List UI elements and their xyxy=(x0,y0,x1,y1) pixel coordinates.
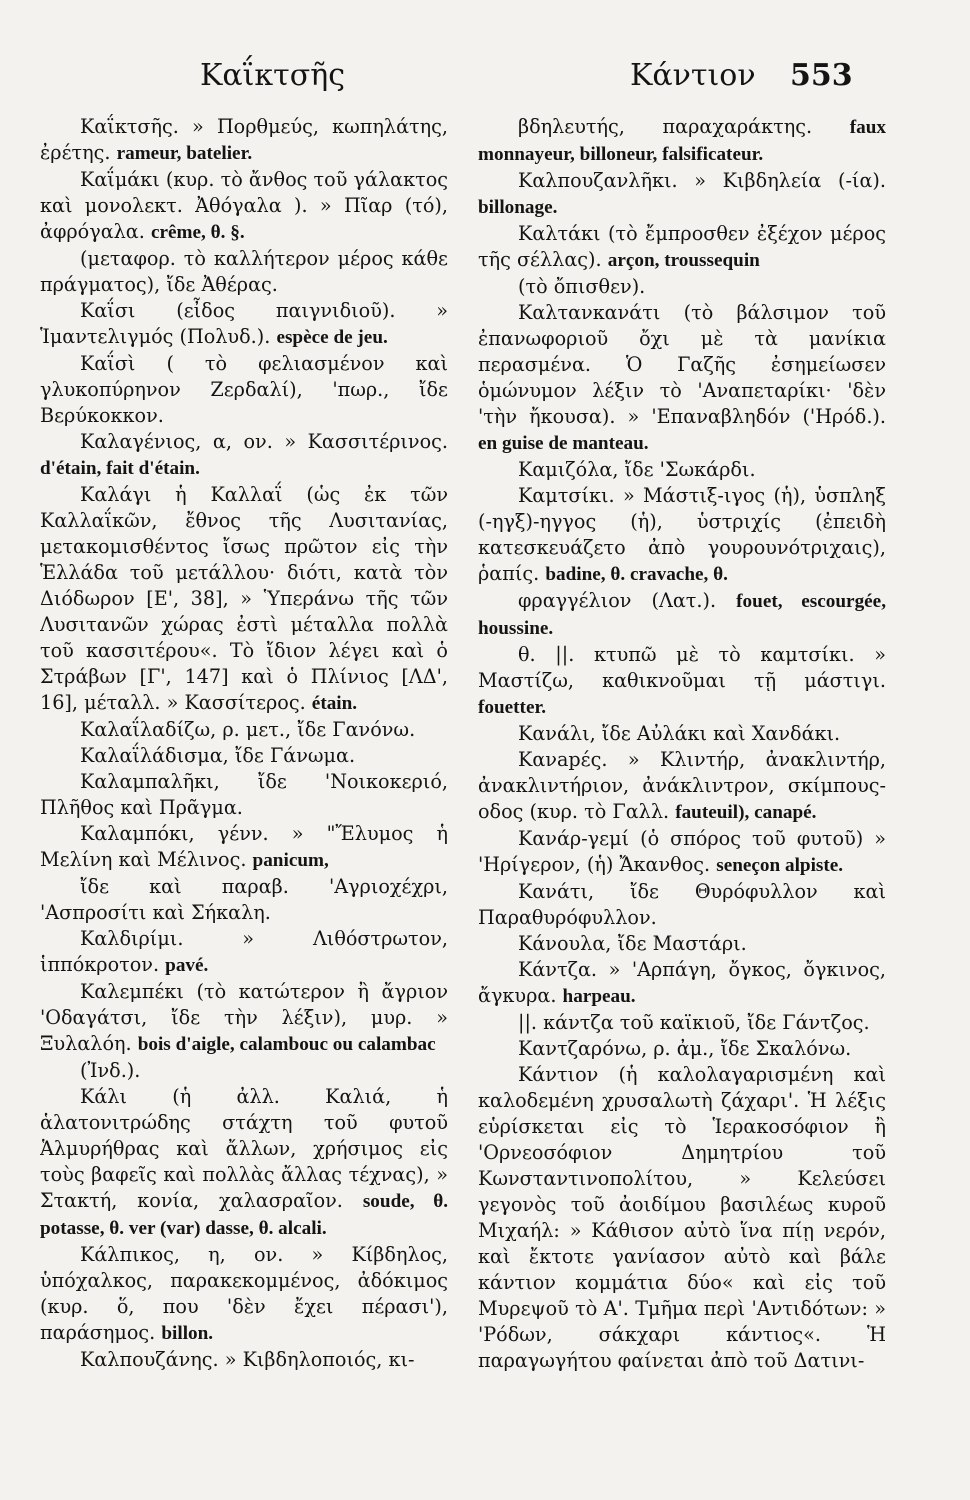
entry-greek-text: Κανάρ-γεμί (ὁ σπόρος τοῦ φυτοῦ) » 'Ηρίγερον, (ἡ) Ἄκανθος. xyxy=(478,827,886,876)
entry-greek-text: Καλδιρίμι. » Λιθόστρωτον, ἱππόκροτον. xyxy=(40,927,448,976)
entry-french-translation: soude, θ. potasse, θ. ver (var) dasse, θ. alcali. xyxy=(40,1191,448,1239)
right-column xyxy=(478,114,886,1414)
dictionary-entry xyxy=(478,1062,886,1374)
entry-greek-text: (Ἰνδ.). xyxy=(80,1059,141,1082)
dictionary-entry xyxy=(40,114,448,167)
dictionary-entry xyxy=(478,931,886,957)
dictionary-entry xyxy=(478,1036,886,1062)
entry-french-translation: crême, θ. §. xyxy=(150,222,245,243)
entry-greek-text: Καΐμάκι (κυρ. τὸ ἄνθος τοῦ γάλακτος καὶ μονολεκτ. Ἀθόγαλα ). » Πῖαρ (τό), ἀφρόγαλα. xyxy=(40,168,448,243)
dictionary-entry xyxy=(40,167,448,246)
page-header xyxy=(0,58,970,102)
entry-french-translation: d'étain, fait d'étain. xyxy=(40,458,200,479)
dictionary-entry xyxy=(40,821,448,874)
entry-greek-text: Καλεμπέκι (τὸ κατώτερον ἢ ἄγριον 'Οδαγάτσι, ἴδε τὴν λέξιν), μυρ. » Ξυλαλόη. xyxy=(40,980,448,1055)
entry-greek-text: Κάντζα. » 'Αρπάγη, ὄγκος, ὄγκινος, ἄγκυρα. xyxy=(478,958,886,1007)
entry-french-translation: billonage. xyxy=(478,197,558,218)
left-column xyxy=(40,114,448,1414)
dictionary-entry xyxy=(478,588,886,642)
dictionary-entry xyxy=(40,246,448,298)
dictionary-entry xyxy=(40,1058,448,1084)
dictionary-entry xyxy=(40,769,448,821)
entry-french-translation: badine, θ. cravache, θ. xyxy=(545,564,728,585)
entry-greek-text: Καλαΐλάδισμα, ἴδε Γάνωμα. xyxy=(80,744,356,767)
dictionary-entry xyxy=(478,274,886,300)
dictionary-entry xyxy=(40,298,448,351)
entry-greek-text: (μεταφορ. τὸ καλλήτερον μέρος κάθε πράγματος), ἴδε Ἀθέρας. xyxy=(40,247,448,296)
entry-greek-text: ||. κάντζα τοῦ καϊκιοῦ, ἴδε Γάντζος. xyxy=(518,1011,870,1034)
dictionary-entry xyxy=(478,168,886,221)
entry-french-translation: fouet, escourgée, houssine. xyxy=(478,591,886,639)
entry-greek-text: Καΐκτσῆς. » Πορθμεύς, κωπηλάτης, ἐρέτης. xyxy=(40,115,448,164)
entry-french-translation: étain. xyxy=(311,693,358,714)
entry-greek-text: Καλαμπόκι, γένν. » "Ἔλυμος ἡ Μελίνη καὶ Μέλινος. xyxy=(40,822,448,871)
entry-french-translation: bois d'aigle, calambouc ou calambac xyxy=(137,1034,436,1055)
entry-greek-text: Καλπουζάνης. » Κιβδηλοποιός, κι- xyxy=(80,1348,415,1371)
entry-greek-text: Καΐσι (εἶδος παιγνιδιοῦ). » Ἱμαντελιγμός (Πολυδ.). xyxy=(40,299,448,348)
dictionary-entry xyxy=(40,1347,448,1373)
entry-greek-text: Κάλι (ἡ ἀλλ. Καλιά, ἡ ἁλατονιτρώδης στάχτη τοῦ φυτοῦ Ἁλμυρήθρας καὶ ἄλλων, χρήσιμος εἰς τοὺς βαφεῖς καὶ πολλὰς ἄλλας τέχνας), » Στακτή, κονία, χαλασραῖον. xyxy=(40,1085,448,1212)
dictionary-entry xyxy=(40,926,448,979)
dictionary-entry xyxy=(478,300,886,457)
dictionary-entry xyxy=(40,429,448,482)
entry-greek-text: Καλπουζανλῆκι. » Κιβδηλεία (-ία). xyxy=(518,169,886,192)
dictionary-entry xyxy=(40,1242,448,1347)
entry-greek-text: φραγγέλιον (Λατ.). xyxy=(518,589,717,612)
entry-french-translation: fauteuil), canapé. xyxy=(675,802,817,823)
entry-greek-text: (τὸ ὄπισθεν). xyxy=(518,275,646,298)
entry-french-translation: harpeau. xyxy=(562,986,636,1007)
entry-french-translation: seneçon alpiste. xyxy=(716,855,844,876)
entry-french-translation: billon. xyxy=(161,1323,214,1344)
entry-greek-text: Καλτάκι (τὸ ἔμπροσθεν ἐξέχον μέρος τῆς σέλλας). xyxy=(478,222,886,271)
entry-french-translation: pavé. xyxy=(165,955,209,976)
entry-french-translation: en guise de manteau. xyxy=(478,433,649,454)
entry-greek-text: Καλάγι ἡ Καλλαΐ (ὡς ἐκ τῶν Καλλαΐκῶν, ἔθνος τῆς Λυσιτανίας, μετακομισθέντος ἴσως πρῶτον εἰς τὴν Ἑλλάδα τοῦ μετάλλου· διότι, κατὰ τὸν Διόδωρον [Ε', 38], » Ὑπεράνω τῆς τῶν Λυσιτανῶν χώρας ἐστὶ μέταλλα πολλὰ τοῦ κασσιτέρου«. Τὸ ἴδιον λέγει καὶ ὁ Στράβων [Γ', 147] καὶ ὁ Πλίνιος [ΛΔ', 16], μέταλλ. » Κασσίτερος. xyxy=(40,483,448,714)
entry-greek-text: θ. ||. κτυπῶ μὲ τὸ καμτσίκι. » Μαστίζω, καθικνοῦμαι τῇ μάστιγι. xyxy=(478,643,886,692)
header-right-guide-word: Κάντιον xyxy=(630,58,756,93)
entry-greek-text: Κάντιον (ἡ καλολαγαρισμένη καὶ καλοδεμένη χρυσαλωτὴ ζάχαρι'. Ἡ λέξις εὑρίσκεται εἰς τὸ Ἱερακοσόφιον ἢ 'Ορνεοσόφιον Δημητρίου τοῦ Κωνσταντινοπολίτου, » Κελεύσει γεγονὸς τοῦ ἀοιδίμου βασιλέως κυροῦ Μιχαήλ: » Κάθισον αὐτὸ ἵνα πίῃ νερόν, καὶ ἔκτοτε γανίασον αὐτὸ καὶ βάλε κάντιον κομμάτια δύο« καὶ εἰς τοῦ Μυρεψοῦ τὸ Α'. Τμῆμα περὶ 'Αντιδότων: » 'Ρόδων, σάκχαρι κάντιος«. Ἡ παραγωγήτου φαίνεται ἀπὸ τοῦ Δατινι- xyxy=(478,1063,886,1372)
header-left-guide-word: Καΐκτσῆς xyxy=(200,58,346,93)
entry-french-translation: faux monnayeur, billoneur, falsificateur. xyxy=(478,117,886,165)
dictionary-entry xyxy=(478,457,886,483)
dictionary-entry xyxy=(40,743,448,769)
dictionary-entry xyxy=(478,721,886,747)
dictionary-entry xyxy=(478,957,886,1010)
entry-greek-text: Κανάτι, ἴδε Θυρόφυλλον καὶ Παραθυρόφυλλον. xyxy=(478,880,886,929)
dictionary-entry xyxy=(478,1010,886,1036)
entry-greek-text: Κάλπικος, η, ον. » Κίβδηλος, ὑπόχαλκος, παρακεκομμένος, ἀδόκιμος (κυρ. ὅ, που 'δὲν ἔχει πέρασι'), παράσημος. xyxy=(40,1243,448,1344)
entry-greek-text: Καλαμπαλῆκι, ἴδε 'Νοικοκεριό, Πλῆθος καὶ Πρᾶγμα. xyxy=(40,770,448,819)
entry-greek-text: Καλαΐλαδίζω, ρ. μετ., ἴδε Γανόνω. xyxy=(80,718,416,741)
dictionary-entry xyxy=(40,979,448,1058)
entry-greek-text: Καλτανκανάτι (τὸ βάλσιμον τοῦ ἐπανωφοριοῦ ὄχι μὲ τὰ μανίκια περασμένα. Ὁ Γαζῆς ἐσημείωσεν ὁμώνυμον λέξιν τὸ 'Αναπεταρίκι· 'δὲν 'τὴν ἤκουσα). » 'Επαναβληδόν ('Ηρόδ.). xyxy=(478,301,886,428)
entry-french-translation: espèce de jeu. xyxy=(276,327,388,348)
dictionary-entry xyxy=(40,351,448,429)
entry-french-translation: fouetter. xyxy=(478,697,547,718)
dictionary-entry xyxy=(40,717,448,743)
entry-french-translation: rameur, batelier. xyxy=(116,143,253,164)
entry-greek-text: Κανάλι, ἴδε Αὐλάκι καὶ Χανδάκι. xyxy=(518,722,841,745)
dictionary-entry xyxy=(478,221,886,274)
entry-greek-text: Καΐσὶ ( τὸ φελιασμένον καὶ γλυκοπύρηνον Ζερδαλί), 'πωρ., ἴδε Βερύκοκκον. xyxy=(40,352,448,427)
dictionary-entry xyxy=(40,874,448,926)
entry-greek-text: Καμτσίκι. » Μάστιξ-ιγος (ἡ), ὑσπληξ (-ηγξ)-ηγγος (ἡ), ὑστριχίς (ἐπειδὴ κατεσκευάζετο ἀπὸ γουρουνότριχαις), ῥαπίς. xyxy=(478,484,886,585)
entry-french-translation: arçon, troussequin xyxy=(607,250,760,271)
entry-greek-text: ἴδε καὶ παραβ. 'Αγριοχέχρι, 'Ασπροσίτι καὶ Σήκαλη. xyxy=(40,875,448,924)
dictionary-entry xyxy=(478,114,886,168)
entry-greek-text: βδηλευτής, παραχαράκτης. xyxy=(518,115,813,138)
entry-greek-text: Κανapές. » Κλιντήρ, ἀνακλιντήρ, ἀνακλιντήριον, ἀνάκλιντρον, σκίμπους-οδος (κυρ. τὸ Γαλλ. xyxy=(478,748,886,823)
dictionary-entry xyxy=(478,483,886,588)
entry-greek-text: Καντζαρόνω, ρ. ἀμ., ἴδε Σκαλόνω. xyxy=(518,1037,852,1060)
dictionary-entry xyxy=(478,642,886,721)
entry-french-translation: panicum, xyxy=(252,850,329,871)
entry-greek-text: Καμιζόλα, ἴδε 'Σωκάρδι. xyxy=(518,458,756,481)
page-number: 553 xyxy=(790,58,853,93)
entry-greek-text: Κάνουλα, ἴδε Μαστάρι. xyxy=(518,932,747,955)
dictionary-entry xyxy=(478,879,886,931)
dictionary-entry xyxy=(40,1084,448,1242)
dictionary-entry xyxy=(40,482,448,717)
dictionary-entry xyxy=(478,747,886,826)
entry-greek-text: Καλαγένιος, α, ον. » Κασσιτέρινος. xyxy=(80,430,448,453)
dictionary-entry xyxy=(478,826,886,879)
